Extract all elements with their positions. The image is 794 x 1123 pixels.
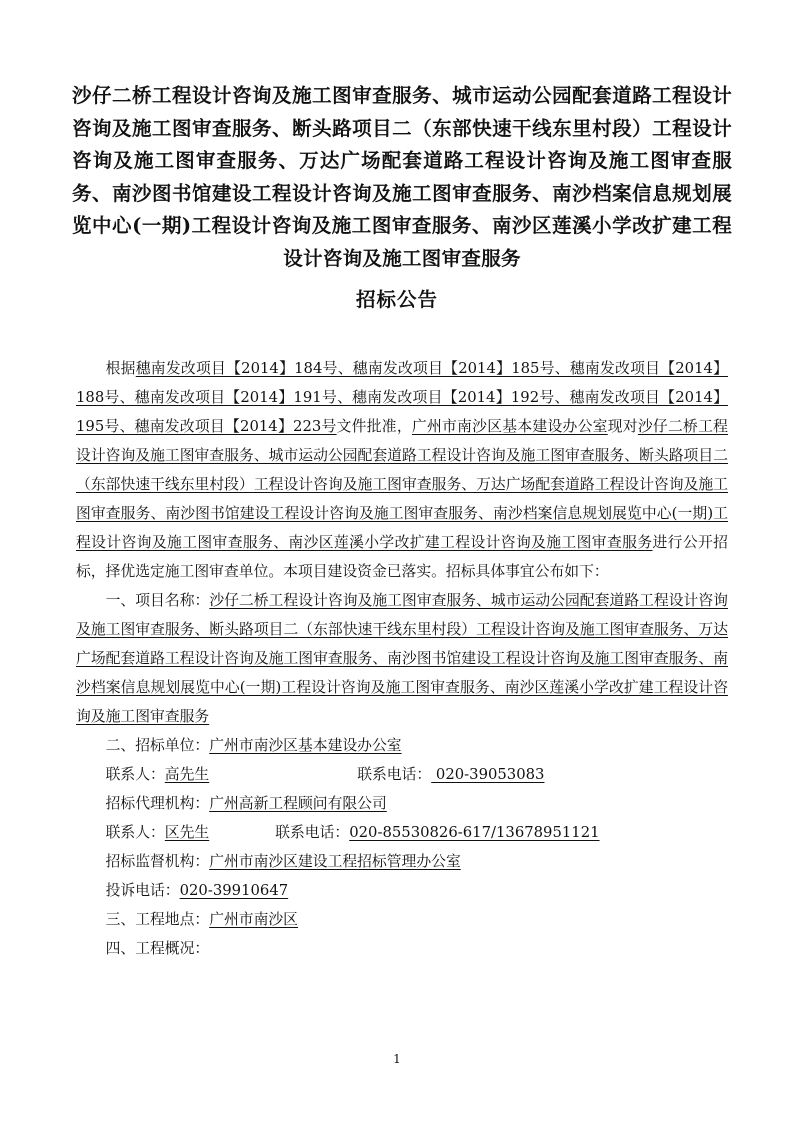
intro-mid1: 文件批准， [336, 418, 412, 435]
contact-row-1 [76, 760, 728, 789]
agency-row [76, 789, 728, 818]
section1-label: 一、项目名称： [105, 592, 210, 609]
contact2-phone-label: 联系电话： [275, 824, 350, 841]
intro-suffix: 进行公开招标，择优选定施工图审查单位。本项目建设资金已落实。招标具体事宜公布如下： [76, 534, 728, 580]
contact2-name: 区先生 [164, 824, 210, 841]
agency-value: 广州高新工程顾问有限公司 [209, 795, 387, 812]
complaint-row [76, 876, 728, 905]
contact1-label: 联系人： [105, 766, 165, 783]
section-tenderer [76, 731, 728, 760]
section3-value: 广州市南沙区 [209, 911, 298, 928]
document-body [76, 354, 728, 963]
section-location [76, 905, 728, 934]
contact1-phone-label: 联系电话： [357, 766, 432, 783]
agency-label: 招标代理机构： [105, 795, 210, 812]
section1-value: 沙仔二桥工程设计咨询及施工图审查服务、城市运动公园配套道路工程设计咨询及施工图审查服务、断头路项目二（东部快速干线东里村段）工程设计咨询及施工图审查服务、万达广场配套道路工程设计咨询及施工图审查服务、南沙图书馆建设工程设计咨询及施工图审查服务、南沙档案信息规划展览中心(一期)工程设计咨询及施工图审查服务、南沙区莲溪小学改扩建工程设计咨询及施工图审查服务 [76, 592, 728, 725]
section3-label: 三、工程地点： [105, 911, 210, 928]
section2-value: 广州市南沙区基本建设办公室 [209, 737, 402, 754]
page-number: 1 [393, 1052, 401, 1066]
contact1-phone: 020-39053083 [431, 766, 545, 783]
section-project-name [76, 586, 728, 731]
document-title: 沙仔二桥工程设计咨询及施工图审查服务、城市运动公园配套道路工程设计咨询及施工图审查服务、断头路项目二（东部快速干线东里村段）工程设计咨询及施工图审查服务、万达广场配套道路工程设计咨询及施工图审查服务、南沙图书馆建设工程设计咨询及施工图审查服务、南沙档案信息规划展览中心(一期)工程设计咨询及施工图审查服务、南沙区莲溪小学改扩建工程设计咨询及施工图审查服务 [72, 84, 732, 270]
section2-label: 二、招标单位： [105, 737, 210, 754]
complaint-value: 020-39910647 [179, 882, 289, 899]
section-overview [76, 934, 728, 963]
complaint-label: 投诉电话： [105, 882, 180, 899]
contact2-label: 联系人： [105, 824, 165, 841]
contact-row-2 [76, 818, 728, 847]
section4-label: 四、工程概况： [105, 940, 210, 957]
project-list: 沙仔二桥工程设计咨询及施工图审查服务、城市运动公园配套道路工程设计咨询及施工图审查服务、断头路项目二（东部快速干线东里村段）工程设计咨询及施工图审查服务、万达广场配套道路工程设计咨询及施工图审查服务、南沙图书馆建设工程设计咨询及施工图审查服务、南沙档案信息规划展览中心(一期)工程设计咨询及施工图审查服务、南沙区莲溪小学改扩建工程设计咨询及施工图审查服务 [76, 418, 728, 551]
intro-mid2: 现对 [607, 418, 638, 435]
intro-prefix: 根据 [105, 360, 136, 377]
intro-paragraph [76, 354, 728, 586]
contact1-name: 高先生 [164, 766, 210, 783]
approval-numbers: 穗南发改项目【2014】184号、穗南发改项目【2014】185号、穗南发改项目【2014】188号、穗南发改项目【2014】191号、穗南发改项目【2014】192号、穗南发改项目【2014】195号、穗南发改项目【2014】223号 [76, 360, 728, 435]
supervisor-row [76, 847, 728, 876]
supervisor-value: 广州市南沙区建设工程招标管理办公室 [209, 853, 461, 870]
tender-office: 广州市南沙区基本建设办公室 [411, 418, 608, 435]
document-subtitle: 招标公告 [355, 288, 438, 311]
supervisor-label: 招标监督机构： [105, 853, 210, 870]
contact2-phone: 020-85530826-617/13678951121 [349, 824, 600, 841]
